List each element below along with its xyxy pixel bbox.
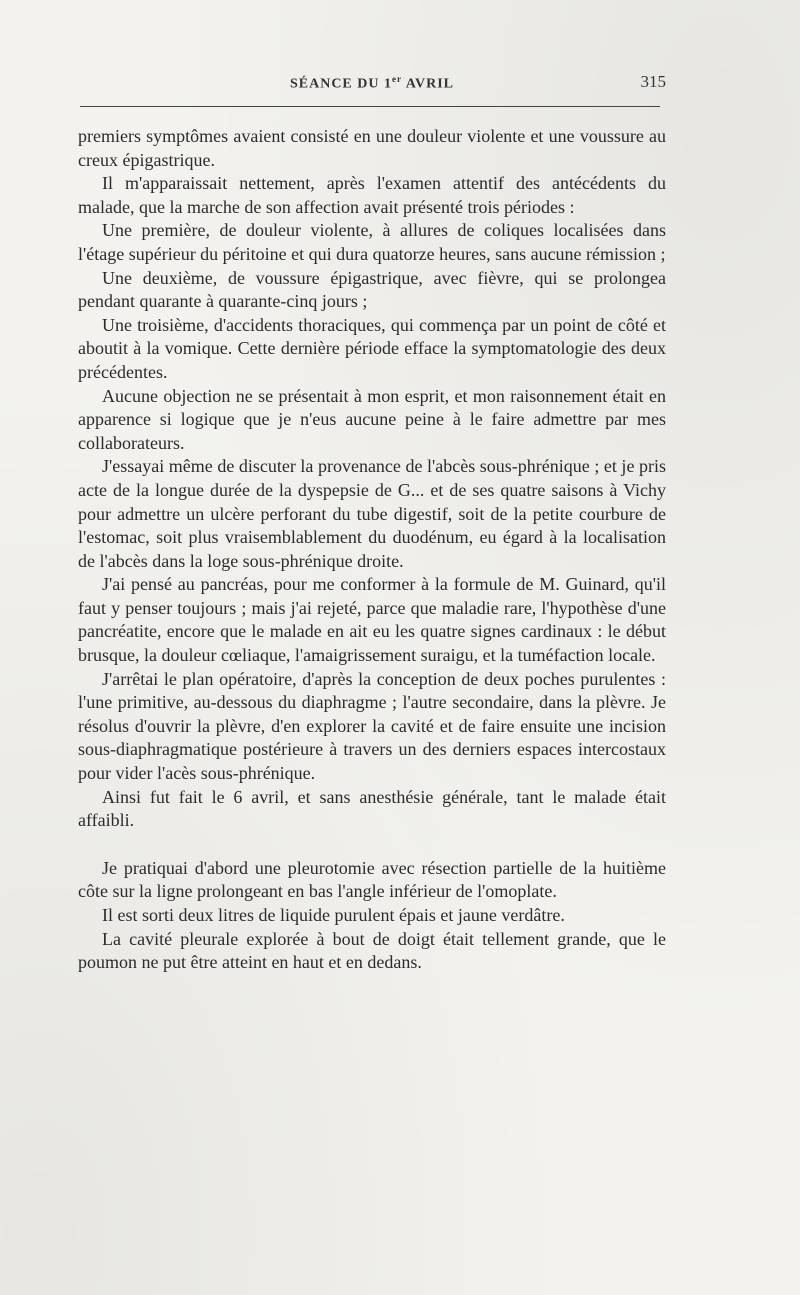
paragraph: Une deuxième, de voussure épigastrique, avec fièvre, qui se prolongea pendant quarante à quarante-cinq jours ; <box>78 267 666 312</box>
page-number: 315 <box>640 72 666 91</box>
running-head <box>78 74 666 93</box>
page-header <box>78 70 666 100</box>
paragraph: La cavité pleurale explorée à bout de doigt était tellement grande, que le poumon ne put être atteint en haut et en dedans. <box>78 928 666 973</box>
paragraph: Une troisième, d'accidents thoraciques, qui commença par un point de côté et aboutit à la vomique. Cette dernière période efface la symptomatologie des deux précédentes. <box>78 314 666 382</box>
running-head-date: SÉANCE DU 1 <box>289 76 392 92</box>
paragraph: premiers symptômes avaient consisté en une douleur violente et une voussure au creux épigastrique. <box>78 126 666 170</box>
header-rule <box>80 106 660 107</box>
paragraph: Il est sorti deux litres de liquide purulent épais et jaune verdâtre. <box>102 905 565 925</box>
paragraph: Une première, de douleur violente, à allures de coliques localisées dans l'étage supérieur du péritoine et qui dura quatorze heures, sans aucune rémission ; <box>78 220 666 264</box>
paragraph: Il m'apparaissait nettement, après l'examen attentif des antécédents du malade, que la marche de son affection avait présenté trois périodes : <box>78 173 666 217</box>
running-head-superscript: er <box>391 74 402 84</box>
paragraph: J'essayai même de discuter la provenance de l'abcès sous-phrénique ; et je pris acte de la longue durée de la dyspepsie de G... et de ses quatre saisons à Vichy pour admettre un ulcère perforant du tube digestif, soit de la petite courbure de l'estomac, soit plus vraisemblablement du duodénum, eu égard à la localisation de l'abcès dans la loge sous-phrénique droite. <box>78 456 666 571</box>
body-text <box>78 125 666 975</box>
paragraph: Ainsi fut fait le 6 avril, et sans anesthésie générale, tant le malade était affaibli. <box>78 786 666 831</box>
paragraph: J'ai pensé au pancréas, pour me conformer à la formule de M. Guinard, qu'il faut y penser toujours ; mais j'ai rejeté, parce que maladie rare, l'hypothèse d'une pancréatite, encore que le malade en ait eu les quatre signes cardinaux : le début brusque, la douleur cœliaque, l'amaigrissement suraigu, et la tuméfaction locale. <box>78 574 666 666</box>
paragraph: Je pratiquai d'abord une pleurotomie avec résection partielle de la huitième côte sur la ligne prolongeant en bas l'angle inférieur de l'omoplate. <box>78 857 666 902</box>
running-head-month: AVRIL <box>401 76 455 92</box>
paragraph: Aucune objection ne se présentait à mon esprit, et mon raisonnement était en apparence si logique que je n'eus aucune peine à le faire admettre par mes collaborateurs. <box>78 385 666 453</box>
paragraph: J'arrêtai le plan opératoire, d'après la conception de deux poches purulentes : l'une primitive, au-dessous du diaphragme ; l'autre secondaire, dans la plèvre. Je résolus d'ouvrir la plèvre, d'en explorer la cavité et de faire ensuite une incision sous-diaphragmatique postérieure à travers un des derniers espaces intercostaux pour vider l'acès sous-phrénique. <box>78 668 666 784</box>
